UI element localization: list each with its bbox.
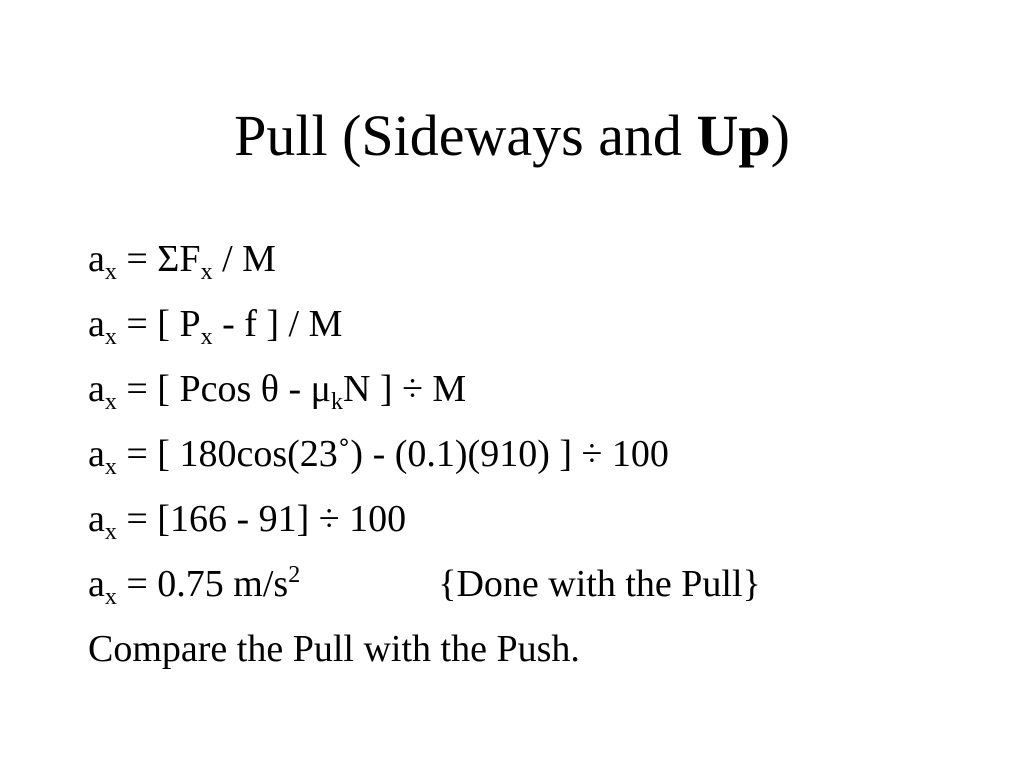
var-a: a [88,238,105,280]
equation-text: / M [212,238,276,280]
subscript-x: x [104,259,117,285]
equation-line-1 [88,231,988,296]
equation-line-5 [88,491,988,556]
equation-line-3 [88,361,988,426]
slide-body [88,231,988,686]
compare-text: Compare the Pull with the Push. [88,628,580,670]
superscript: 2 [288,562,301,588]
equation-line-4 [88,426,988,491]
var-a: a [88,563,105,605]
subscript-x: x [104,519,117,545]
equation-text: = [ 180cos(23˚) - (0.1)(910) ] ÷ 100 [116,433,669,475]
equation-text: N ] ÷ M [342,368,467,410]
equation-text: = [166 - 91] ÷ 100 [116,498,407,540]
slide-title [0,100,1024,172]
subscript-x: x [104,584,117,610]
equation-text: - f ] / M [212,303,343,345]
subscript: k [330,389,343,415]
subscript-x: x [104,454,117,480]
subscript-x: x [104,389,117,415]
var-a: a [88,498,105,540]
equation-text: = ΣF [116,238,201,280]
var-a: a [88,368,105,410]
text-line-7 [88,621,988,686]
equation-text: = 0.75 m/s [116,563,289,605]
var-a: a [88,433,105,475]
done-note: {Done with the Pull} [438,563,761,605]
equation-text: = [ Pcos θ - μ [116,368,331,410]
equation-line-2 [88,296,988,361]
equation-line-6 [88,556,988,621]
title-prefix: Pull (Sideways and [234,103,697,168]
title-bold-word: Up [696,103,771,168]
var-a: a [88,303,105,345]
subscript: x [200,324,213,350]
subscript-x: x [104,324,117,350]
equation-text: = [ P [116,303,201,345]
subscript: x [200,259,213,285]
title-suffix: ) [770,103,790,168]
